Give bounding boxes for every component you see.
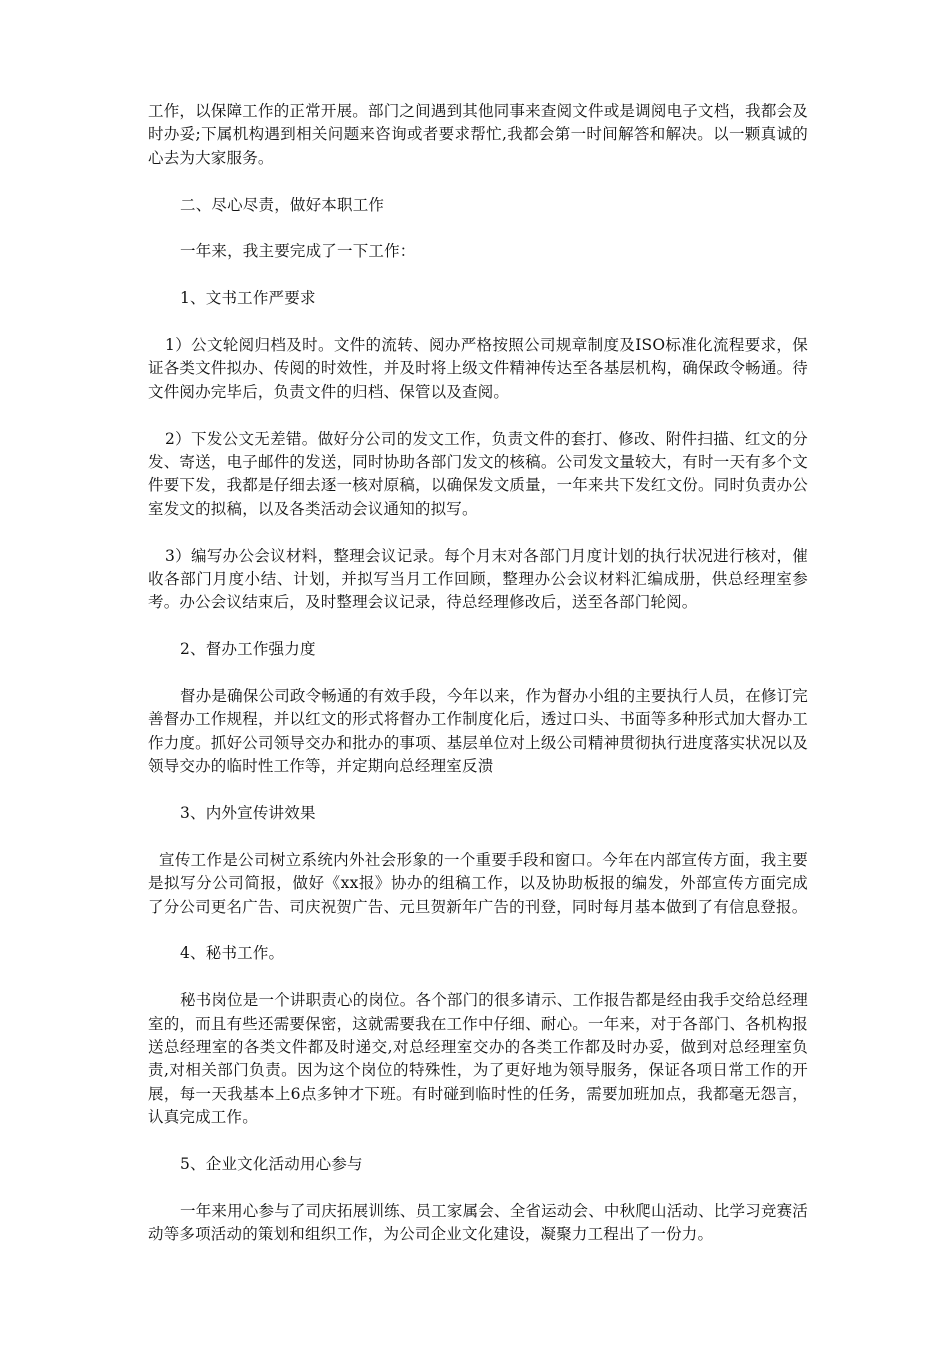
subsection-heading: 3、内外宣传讲效果 <box>180 804 316 823</box>
body-paragraph: 一年来，我主要完成了一下工作： <box>180 242 416 261</box>
body-paragraph: 1）公文轮阅归档及时。文件的流转、阅办严格按照公司规章制度及ISO标准化流程要求，保证各类文件拟办、传阅的时效性，并及时将上级文件精神传达至各基层机构，确保政令畅通。待文件阅办完毕后，负责文件的归档、保管以及查阅。 <box>148 336 808 401</box>
body-paragraph: 工作，以保障工作的正常开展。部门之间遇到其他同事来查阅文件或是调阅电子文档，我都会及时办妥;下属机构遇到相关问题来咨询或者要求帮忙,我都会第一时间解答和解决。以一颗真诚的心去为大家服务。 <box>148 102 808 167</box>
section-heading: 二、尽心尽责，做好本职工作 <box>180 195 385 214</box>
subsection-heading: 1、文书工作严要求 <box>180 289 316 308</box>
subsection-heading: 4、秘书工作。 <box>180 944 285 963</box>
body-paragraph: 3）编写办公会议材料，整理会议记录。每个月末对各部门月度计划的执行状况进行核对，催收各部门月度小结、计划，并拟写当月工作回顾，整理办公会议材料汇编成册，供总经理室参考。办公会议结束后，及时整理会议记录，待总经理修改后，送至各部门轮阅。 <box>148 546 808 612</box>
body-paragraph: 一年来用心参与了司庆拓展训练、员工家属会、全省运动会、中秋爬山活动、比学习竞赛活动等多项活动的策划和组织工作，为公司企业文化建设，凝聚力工程出了一份力。 <box>148 1201 809 1244</box>
body-paragraph: 2）下发公文无差错。做好分公司的发文工作，负责文件的套打、修改、附件扫描、红文的分发、寄送，电子邮件的发送，同时协助各部门发文的核稿。公司发文量较大，有时一天有多个文件要下发，我都是仔细去逐一核对原稿，以确保发文质量，一年来共下发红文份。同时负责办公室发文的拟稿，以及各类活动会议通知的拟写。 <box>148 429 808 518</box>
subsection-heading: 5、企业文化活动用心参与 <box>180 1155 363 1174</box>
body-paragraph: 宣传工作是公司树立系统内外社会形象的一个重要手段和窗口。今年在内部宣传方面，我主要是拟写分公司简报，做好《xx报》协办的组稿工作，以及协助板报的编发，外部宣传方面完成了分公司更名广告、司庆祝贺广告、元旦贺新年广告的刊登，同时每月基本做到了有信息登报。 <box>148 850 808 916</box>
document-body <box>148 100 808 1270</box>
subsection-heading: 2、督办工作强力度 <box>180 640 316 659</box>
body-paragraph: 督办是确保公司政令畅通的有效手段，今年以来，作为督办小组的主要执行人员，在修订完善督办工作规程，并以红文的形式将督办工作制度化后，透过口头、书面等多种形式加大督办工作力度。抓好公司领导交办和批办的事项、基层单位对上级公司精神贯彻执行进度落实状况以及领导交办的临时性工作等，并定期向总经理室反溃 <box>148 687 809 776</box>
body-paragraph: 秘书岗位是一个讲职责心的岗位。各个部门的很多请示、工作报告都是经由我手交给总经理室的，而且有些还需要保密，这就需要我在工作中仔细、耐心。一年来，对于各部门、各机构报送总经理室的各类文件都及时递交,对总经理室交办的各类工作都及时办妥，做到对总经理室负责,对相关部门负责。因为这个岗位的特殊性，为了更好地为领导服务，保证各项日常工作的开展，每一天我基本上6点多钟才下班。有时碰到临时性的任务，需要加班加点，我都毫无怨言，认真完成工作。 <box>148 991 809 1127</box>
